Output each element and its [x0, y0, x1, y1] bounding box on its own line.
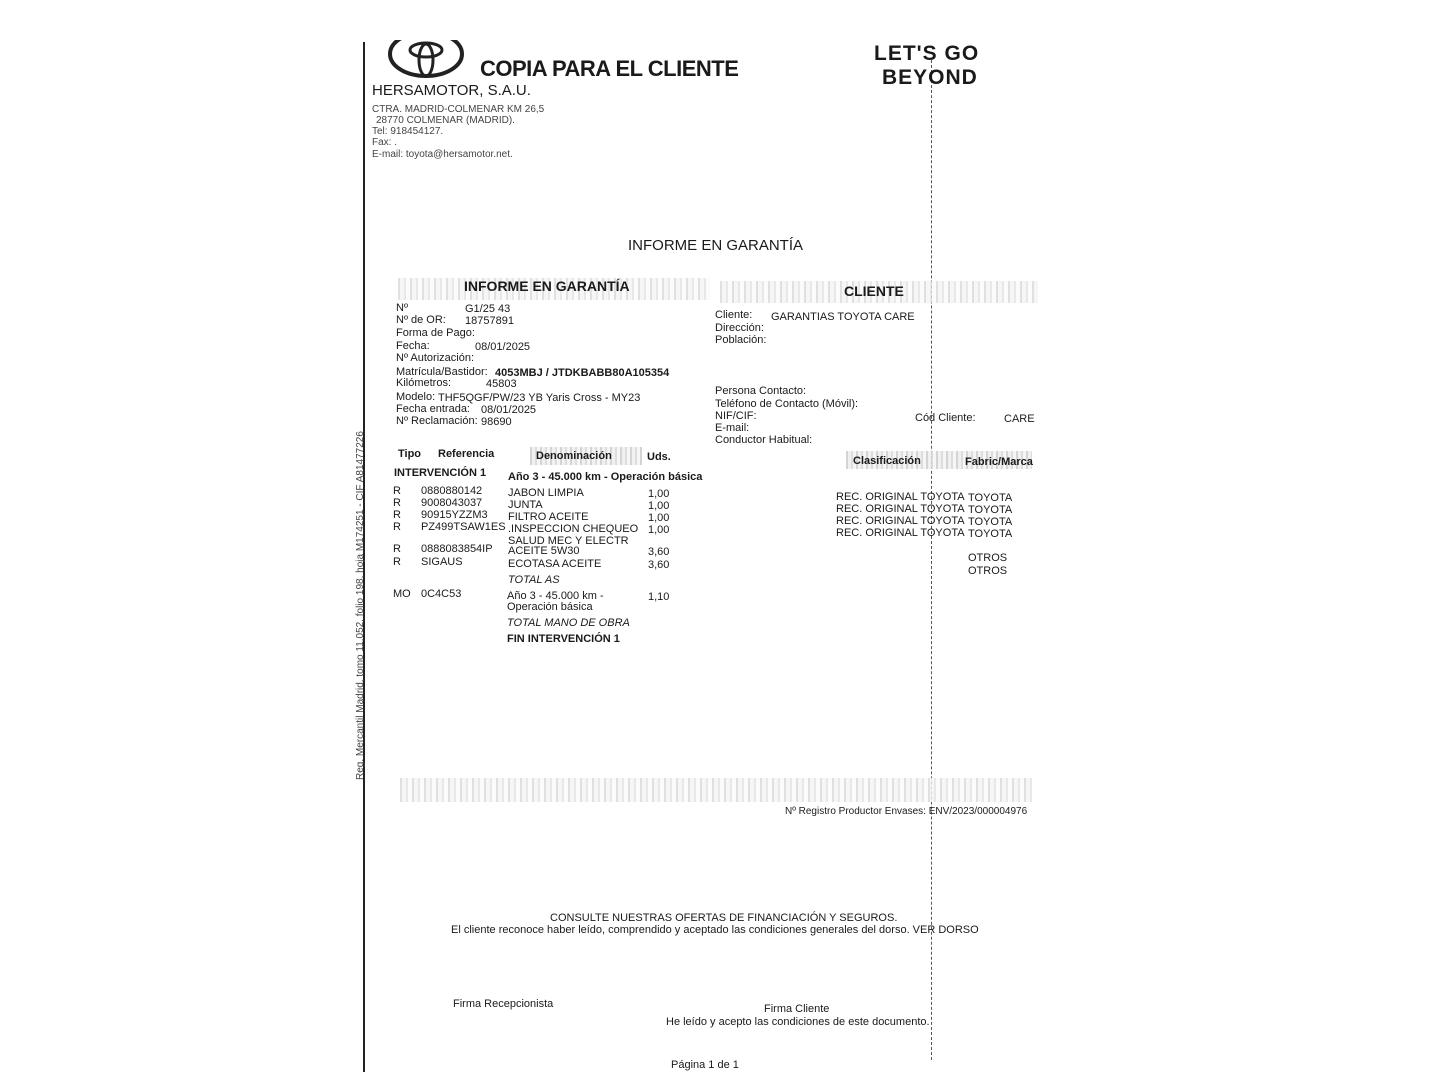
- right-section-title: CLIENTE: [844, 283, 904, 299]
- slogan-line1: LET'S GO: [874, 42, 980, 65]
- row-referencia: PZ499TSAW1ES: [421, 521, 506, 533]
- row-clasificacion: REC. ORIGINAL TOYOTA: [836, 515, 965, 527]
- header-tipo: Tipo: [398, 448, 422, 460]
- email-label: E-mail:: [715, 422, 750, 434]
- field-label: Nº: [396, 302, 408, 314]
- side-registry-text: Reg. Mercantil Madrid, tomo 11.052, folio 198, hoja M174251 - CIF A81477226: [355, 431, 366, 780]
- field-label: Matrícula/Bastidor:: [396, 366, 488, 378]
- field-value: 08/01/2025: [475, 341, 531, 353]
- footer-line2: El cliente reconoce haber leído, comprendido y aceptado las condiciones generales del dorso. VER DORSO: [451, 924, 979, 936]
- mo-uds: 1,10: [648, 591, 670, 603]
- cliente-value: GARANTIAS TOYOTA CARE: [771, 311, 915, 323]
- field-value: 45803: [486, 378, 517, 390]
- telefono-label: Teléfono de Contacto (Móvil):: [715, 398, 859, 410]
- field-value: G1/25 43: [465, 303, 511, 315]
- pagina: Página 1 de 1: [671, 1059, 739, 1071]
- header-uds: Uds.: [647, 451, 671, 463]
- company-name: HERSAMOTOR, S.A.U.: [372, 82, 531, 99]
- mo-den2: Operación básica: [507, 601, 593, 613]
- header-denominacion: Denominación: [536, 450, 612, 462]
- row-clasificacion: REC. ORIGINAL TOYOTA: [836, 527, 965, 539]
- field-value: 18757891: [465, 315, 514, 327]
- document-title: INFORME EN GARANTÍA: [628, 237, 804, 254]
- field-value: 98690: [481, 416, 512, 428]
- right-fold-line: [931, 60, 932, 1060]
- left-section-title: INFORME EN GARANTÍA: [464, 278, 630, 294]
- field-value: 08/01/2025: [481, 404, 537, 416]
- registro-productor: Nº Registro Productor Envases: ENV/2023/000004976: [785, 806, 1028, 817]
- row-clasificacion: REC. ORIGINAL TOYOTA: [836, 503, 965, 515]
- row-tipo: R: [393, 556, 401, 568]
- row-referencia: 0880880142: [421, 485, 483, 497]
- row-denominacion-2: SALUD MEC Y ELECTR: [508, 535, 629, 547]
- field-label: Nº Autorización:: [396, 352, 474, 364]
- persona-label: Persona Contacto:: [715, 385, 807, 397]
- row-fabric: TOYOTA: [968, 528, 1013, 540]
- field-value: 4053MBJ / JTDKBABB80A105354: [495, 367, 670, 379]
- cod-cliente-value: CARE: [1004, 413, 1035, 425]
- row-fabric: TOYOTA: [968, 516, 1013, 528]
- company-tel: Tel: 918454127.: [372, 126, 444, 137]
- mo-tipo: MO: [393, 588, 411, 600]
- row-fabric: TOYOTA: [968, 492, 1013, 504]
- header-referencia: Referencia: [438, 448, 495, 460]
- row-referencia: 90915YZZM3: [421, 509, 488, 521]
- row-uds: 3,60: [648, 559, 670, 571]
- intervention-label: INTERVENCIÓN 1: [394, 467, 487, 479]
- row-uds: 1,00: [648, 512, 670, 524]
- row-denominacion: JUNTA: [508, 499, 543, 511]
- row-tipo: R: [393, 509, 401, 521]
- field-label: Fecha entrada:: [396, 403, 470, 415]
- row-denominacion: .INSPECCION CHEQUEO: [508, 523, 639, 535]
- field-label: Kilómetros:: [396, 377, 452, 389]
- firma-recepcionista: Firma Recepcionista: [453, 998, 554, 1010]
- row-referencia: 0888083854IP: [421, 543, 493, 555]
- row-referencia: SIGAUS: [421, 556, 463, 568]
- row-denominacion: FILTRO ACEITE: [508, 511, 589, 523]
- row-uds: 1,00: [648, 524, 670, 536]
- fin-intervencion: FIN INTERVENCIÓN 1: [507, 633, 620, 645]
- row-denominacion: JABON LIMPIA: [508, 487, 584, 499]
- company-fax: Fax: .: [372, 137, 398, 148]
- row-tipo: R: [393, 485, 401, 497]
- field-label: Nº de OR:: [396, 314, 446, 326]
- field-value: THF5QGF/PW/23 YB Yaris Cross - MY23: [438, 392, 641, 404]
- direccion-label: Dirección:: [715, 322, 764, 334]
- row-fabric: OTROS: [968, 552, 1008, 564]
- field-label: Fecha:: [396, 340, 430, 352]
- row-fabric: OTROS: [968, 565, 1008, 577]
- company-email: E-mail: toyota@hersamotor.net.: [372, 149, 513, 160]
- row-tipo: R: [393, 521, 401, 533]
- slogan-line2: BEYOND: [882, 66, 978, 89]
- field-label: Forma de Pago:: [396, 327, 475, 339]
- row-uds: 3,60: [648, 546, 670, 558]
- row-denominacion: ECOTASA ACEITE: [508, 558, 602, 570]
- header-clasificacion: Clasificación: [853, 455, 921, 467]
- intervention-desc: Año 3 - 45.000 km - Operación básica: [508, 471, 703, 483]
- conductor-label: Conductor Habitual:: [715, 434, 813, 446]
- row-denominacion: ACEITE 5W30: [508, 545, 580, 557]
- total-mano-obra: TOTAL MANO DE OBRA: [507, 617, 630, 629]
- row-clasificacion: REC. ORIGINAL TOYOTA: [836, 491, 965, 503]
- total-as: TOTAL AS: [508, 574, 560, 586]
- bottom-smudge: [400, 778, 1032, 802]
- cliente-label: Cliente:: [715, 309, 753, 321]
- copy-title: COPIA PARA EL CLIENTE: [480, 56, 739, 81]
- row-tipo: R: [393, 497, 401, 509]
- footer-line1: CONSULTE NUESTRAS OFERTAS DE FINANCIACIÓN Y SEGUROS.: [550, 912, 898, 924]
- field-label: Modelo:: [396, 391, 436, 403]
- company-address1: CTRA. MADRID-COLMENAR KM 26,5: [372, 104, 545, 115]
- firma-cliente: Firma Cliente: [764, 1003, 830, 1015]
- row-uds: 1,00: [648, 488, 670, 500]
- row-tipo: R: [393, 543, 401, 555]
- header-fabric: Fabric/Marca: [965, 456, 1033, 468]
- row-fabric: TOYOTA: [968, 504, 1013, 516]
- mo-den: Año 3 - 45.000 km -: [507, 590, 604, 602]
- nif-label: NIF/CIF:: [715, 410, 757, 422]
- poblacion-label: Población:: [715, 334, 767, 346]
- field-label: Nº Reclamación:: [396, 415, 478, 427]
- mo-ref: 0C4C53: [421, 588, 462, 600]
- row-uds: 1,00: [648, 500, 670, 512]
- row-referencia: 9008043037: [421, 497, 483, 509]
- company-address2: 28770 COLMENAR (MADRID).: [376, 115, 515, 126]
- cod-cliente-label: Cód Cliente:: [915, 412, 976, 424]
- toyota-logo: [388, 40, 464, 82]
- he-leido: He leído y acepto las condiciones de este documento.: [666, 1016, 930, 1028]
